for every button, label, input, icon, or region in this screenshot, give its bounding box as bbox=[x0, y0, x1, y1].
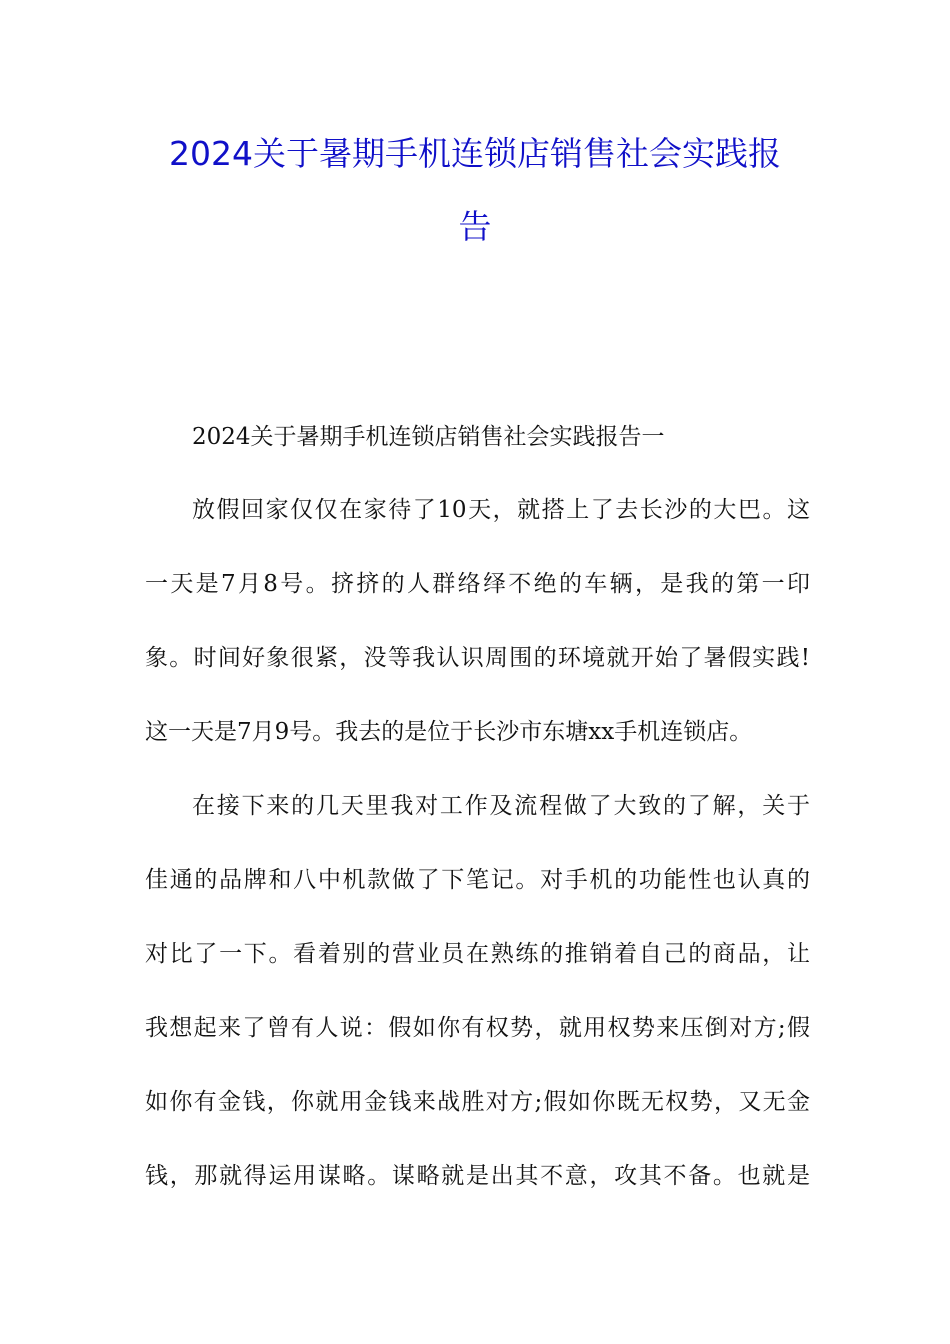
paragraph-1-line-4: 这一天是7月9号。我去的是位于长沙市东塘xx手机连锁店。 bbox=[145, 719, 753, 745]
paragraph-2-line-6: 钱，那就得运用谋略。谋略就是出其不意，攻其不备。也就是 bbox=[145, 1163, 810, 1189]
paragraph-1-line-1: 放假回家仅仅在家待了10天，就搭上了去长沙的大巴。这 bbox=[192, 497, 810, 523]
paragraph-2-line-2: 佳通的品牌和八中机款做了下笔记。对手机的功能性也认真的 bbox=[145, 867, 810, 893]
paragraph-1-line-2: 一天是7月8号。挤挤的人群络绎不绝的车辆，是我的第一印 bbox=[145, 571, 810, 597]
section-heading: 2024关于暑期手机连锁店销售社会实践报告一 bbox=[192, 424, 665, 450]
document-title-line-2: 告 bbox=[458, 207, 492, 246]
paragraph-1-line-3: 象。时间好象很紧，没等我认识周围的环境就开始了暑假实践! bbox=[145, 645, 810, 671]
paragraph-2-line-1: 在接下来的几天里我对工作及流程做了大致的了解，关于 bbox=[192, 793, 810, 819]
paragraph-2-line-5: 如你有金钱，你就用金钱来战胜对方;假如你既无权势，又无金 bbox=[145, 1089, 810, 1115]
document-title-line-1: 2024关于暑期手机连锁店销售社会实践报 bbox=[169, 134, 781, 173]
paragraph-2-line-4: 我想起来了曾有人说：假如你有权势，就用权势来压倒对方;假 bbox=[145, 1015, 810, 1041]
paragraph-2-line-3: 对比了一下。看着别的营业员在熟练的推销着自己的商品，让 bbox=[145, 941, 810, 967]
